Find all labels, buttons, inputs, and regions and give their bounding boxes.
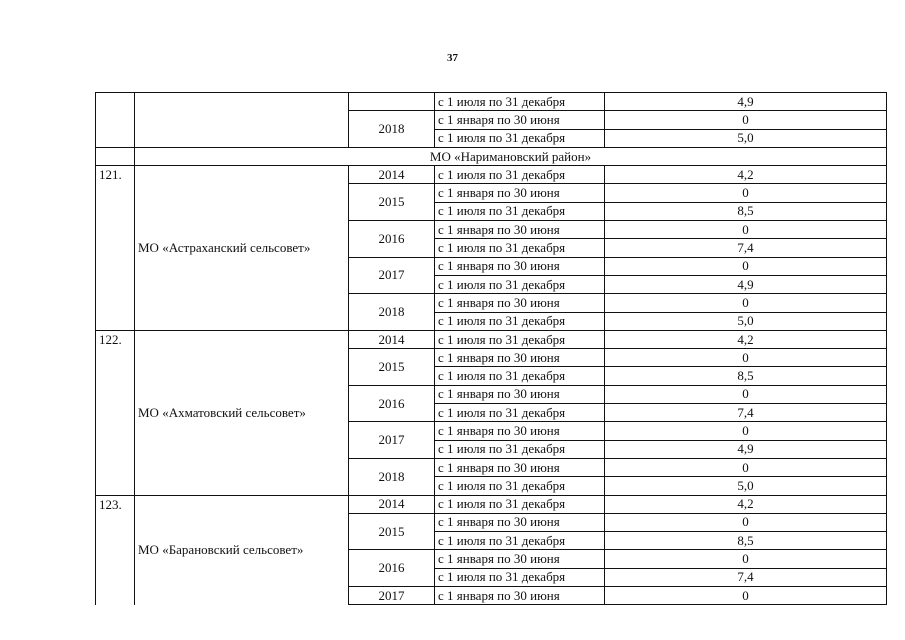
table-row: [96, 495, 887, 513]
entity-name: МО «Барановский сельсовет»: [135, 495, 349, 605]
tariff-table-body: [96, 93, 887, 605]
period-cell: с 1 января по 30 июня: [435, 111, 605, 129]
year-cell: 2015: [349, 349, 435, 386]
year-cell: 2018: [349, 458, 435, 495]
period-cell: с 1 января по 30 июня: [435, 587, 605, 605]
year-cell: 2014: [349, 166, 435, 184]
value-cell: 7,4: [605, 404, 887, 422]
value-cell: 0: [605, 513, 887, 531]
value-cell: 8,5: [605, 202, 887, 220]
period-cell: с 1 июля по 31 декабря: [435, 404, 605, 422]
period-cell: с 1 июля по 31 декабря: [435, 330, 605, 348]
entity-number: 121.: [96, 166, 135, 331]
value-cell: 0: [605, 458, 887, 476]
period-cell: с 1 июля по 31 декабря: [435, 166, 605, 184]
year-cell: 2018: [349, 111, 435, 148]
value-cell: 4,9: [605, 440, 887, 458]
value-cell: 0: [605, 422, 887, 440]
value-cell: 4,9: [605, 93, 887, 111]
period-cell: с 1 июля по 31 декабря: [435, 367, 605, 385]
section-row: [96, 147, 887, 165]
period-cell: с 1 января по 30 июня: [435, 458, 605, 476]
value-cell: 0: [605, 294, 887, 312]
value-cell: 0: [605, 550, 887, 568]
period-cell: с 1 января по 30 июня: [435, 385, 605, 403]
period-cell: с 1 июля по 31 декабря: [435, 239, 605, 257]
tariff-table: [95, 92, 887, 605]
year-cell: 2017: [349, 422, 435, 459]
period-cell: с 1 января по 30 июня: [435, 294, 605, 312]
year-cell: 2014: [349, 495, 435, 513]
table-row: [96, 166, 887, 184]
value-cell: 4,2: [605, 330, 887, 348]
period-cell: с 1 июля по 31 декабря: [435, 532, 605, 550]
num-cell: [96, 147, 135, 165]
period-cell: с 1 июля по 31 декабря: [435, 312, 605, 330]
table-row: [96, 93, 887, 111]
period-cell: с 1 января по 30 июня: [435, 221, 605, 239]
value-cell: 7,4: [605, 239, 887, 257]
value-cell: 0: [605, 349, 887, 367]
entity-number: 122.: [96, 330, 135, 495]
year-cell: 2014: [349, 330, 435, 348]
year-cell: 2016: [349, 385, 435, 422]
period-cell: с 1 января по 30 июня: [435, 184, 605, 202]
value-cell: 5,0: [605, 312, 887, 330]
value-cell: 7,4: [605, 568, 887, 586]
value-cell: 0: [605, 221, 887, 239]
period-cell: с 1 июля по 31 декабря: [435, 440, 605, 458]
value-cell: 8,5: [605, 532, 887, 550]
page-number: 37: [447, 52, 458, 64]
value-cell: 4,9: [605, 275, 887, 293]
period-cell: с 1 июля по 31 декабря: [435, 275, 605, 293]
entity-number: 123.: [96, 495, 135, 605]
period-cell: с 1 июля по 31 декабря: [435, 93, 605, 111]
year-cell: [349, 93, 435, 111]
value-cell: 0: [605, 184, 887, 202]
period-cell: с 1 января по 30 июня: [435, 513, 605, 531]
year-cell: 2015: [349, 184, 435, 221]
entity-name: МО «Астраханский сельсовет»: [135, 166, 349, 331]
value-cell: 4,2: [605, 495, 887, 513]
value-cell: 0: [605, 385, 887, 403]
year-cell: 2016: [349, 221, 435, 258]
year-cell: 2018: [349, 294, 435, 331]
period-cell: с 1 июля по 31 декабря: [435, 129, 605, 147]
period-cell: с 1 июля по 31 декабря: [435, 477, 605, 495]
num-cell: [96, 93, 135, 148]
value-cell: 0: [605, 111, 887, 129]
value-cell: 5,0: [605, 129, 887, 147]
year-cell: 2017: [349, 257, 435, 294]
value-cell: 5,0: [605, 477, 887, 495]
period-cell: с 1 января по 30 июня: [435, 349, 605, 367]
period-cell: с 1 июля по 31 декабря: [435, 202, 605, 220]
period-cell: с 1 января по 30 июня: [435, 422, 605, 440]
name-cell: [135, 93, 349, 148]
period-cell: с 1 января по 30 июня: [435, 550, 605, 568]
section-title: МО «Наримановский район»: [135, 147, 887, 165]
value-cell: 0: [605, 587, 887, 605]
value-cell: 8,5: [605, 367, 887, 385]
value-cell: 0: [605, 257, 887, 275]
entity-name: МО «Ахматовский сельсовет»: [135, 330, 349, 495]
period-cell: с 1 января по 30 июня: [435, 257, 605, 275]
period-cell: с 1 июля по 31 декабря: [435, 568, 605, 586]
table-row: [96, 330, 887, 348]
year-cell: 2016: [349, 550, 435, 587]
value-cell: 4,2: [605, 166, 887, 184]
year-cell: 2015: [349, 513, 435, 550]
year-cell: 2017: [349, 587, 435, 605]
period-cell: с 1 июля по 31 декабря: [435, 495, 605, 513]
